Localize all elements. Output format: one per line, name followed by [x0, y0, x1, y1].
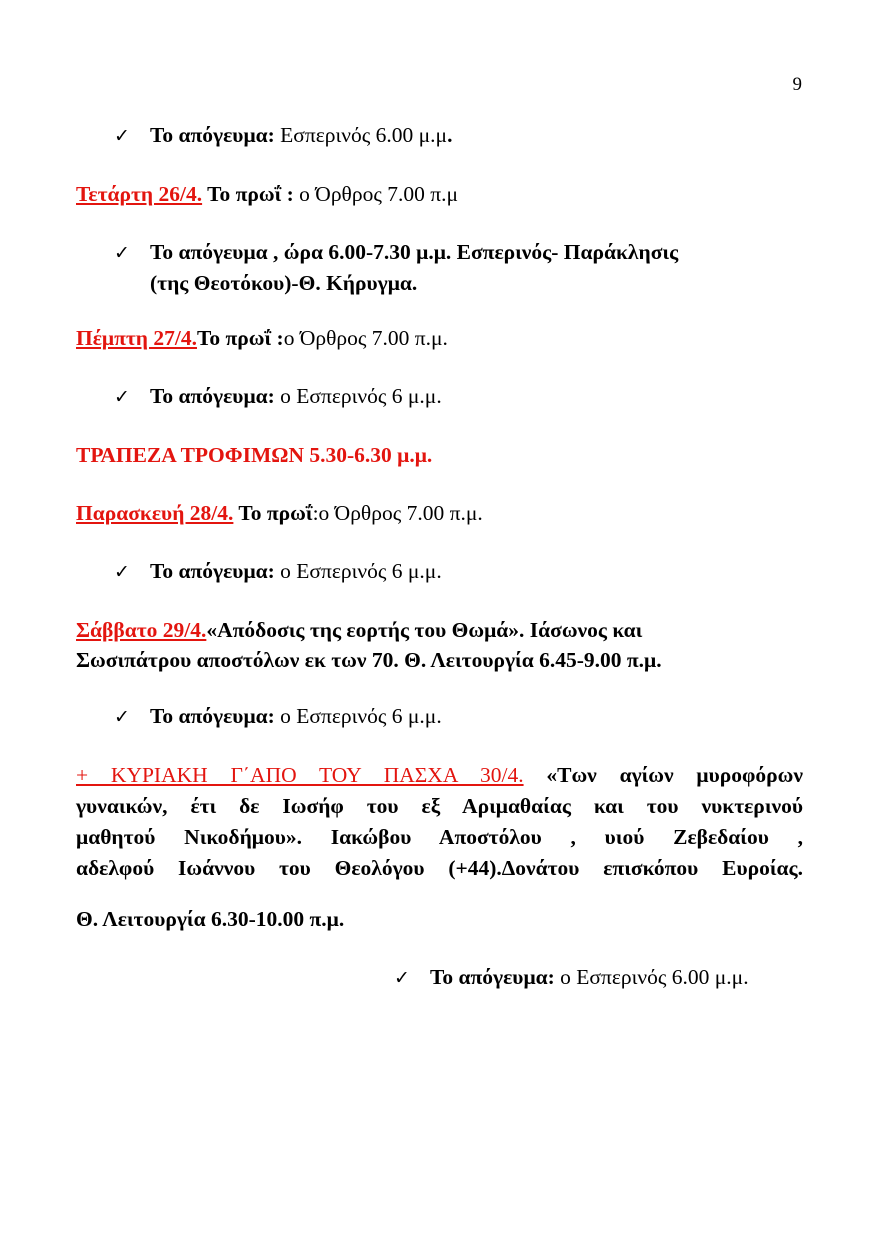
checkmark-icon: ✓: [114, 242, 130, 264]
friday-line: Παρασκευή 28/4. Το πρωΐ:ο Όρθρος 7.00 π.μ.: [76, 501, 483, 525]
day-heading: Παρασκευή 28/4.: [76, 501, 234, 525]
checkmark-icon: ✓: [394, 967, 410, 989]
checkmark-icon: ✓: [114, 706, 130, 728]
checkmark-icon: ✓: [114, 386, 130, 408]
checklist-item-evening: ✓ Το απόγευμα: Εσπερινός 6.00 μ.μ.: [114, 120, 452, 152]
checklist-item-continuation: (της Θεοτόκου)-Θ. Κήρυγμα.: [150, 271, 418, 295]
saturday-line: Σάββατο 29/4.«Απόδοσις της εορτής του Θωμά». Ιάσωνος και: [76, 618, 643, 642]
checklist-item-evening: ✓ Το απόγευμα: ο Εσπερινός 6 μ.μ.: [114, 381, 442, 413]
checkmark-icon: ✓: [114, 125, 130, 147]
checklist-item-evening: ✓ Το απόγευμα: ο Εσπερινός 6 μ.μ.: [114, 556, 442, 588]
checklist-item-evening: ✓ Το απόγευμα: ο Εσπερινός 6 μ.μ.: [114, 701, 442, 733]
day-heading: Πέμπτη 27/4.: [76, 326, 197, 350]
saturday-line-continuation: Σωσιπάτρου αποστόλων εκ των 70. Θ. Λειτουργία 6.45-9.00 π.μ.: [76, 648, 662, 672]
day-heading: + ΚΥΡΙΑΚΗ Γ΄ΑΠΟ ΤΟΥ ΠΑΣΧΑ 30/4.: [76, 763, 524, 787]
liturgy-line: Θ. Λειτουργία 6.30-10.00 π.μ.: [76, 907, 345, 931]
thursday-line: Πέμπτη 27/4.Το πρωΐ :ο Όρθρος 7.00 π.μ.: [76, 326, 448, 350]
day-heading: Σάββατο 29/4.: [76, 618, 207, 642]
checkmark-icon: ✓: [114, 561, 130, 583]
checklist-item-evening: ✓ Το απόγευμα , ώρα 6.00-7.30 μ.μ. Εσπερινός- Παράκλησις: [114, 237, 678, 269]
day-heading: Τετάρτη 26/4.: [76, 182, 203, 206]
wednesday-line: Τετάρτη 26/4. Το πρωΐ : ο Όρθρος 7.00 π.μ: [76, 182, 458, 206]
page-number: 9: [792, 74, 802, 95]
sunday-paragraph: + ΚΥΡΙΑΚΗ Γ΄ΑΠΟ ΤΟΥ ΠΑΣΧΑ 30/4. «Των αγίων μυροφόρων γυναικών, έτι δε Ιωσήφ του εξ Αριμαθαίας και του νυκτερινού μαθητού Νικοδήμου». Ιακώβου Αποστόλου , υιού Ζεβεδαίου , αδελφού Ιωάννου του Θεολόγου (+44).Δονάτου επισκόπου Ευροίας.: [76, 763, 803, 880]
checklist-item-evening: ✓ Το απόγευμα: ο Εσπερινός 6.00 μ.μ.: [394, 962, 749, 994]
trapeza-notice: ΤΡΑΠΕΖΑ ΤΡΟΦΙΜΩΝ 5.30-6.30 μ.μ.: [76, 443, 433, 467]
